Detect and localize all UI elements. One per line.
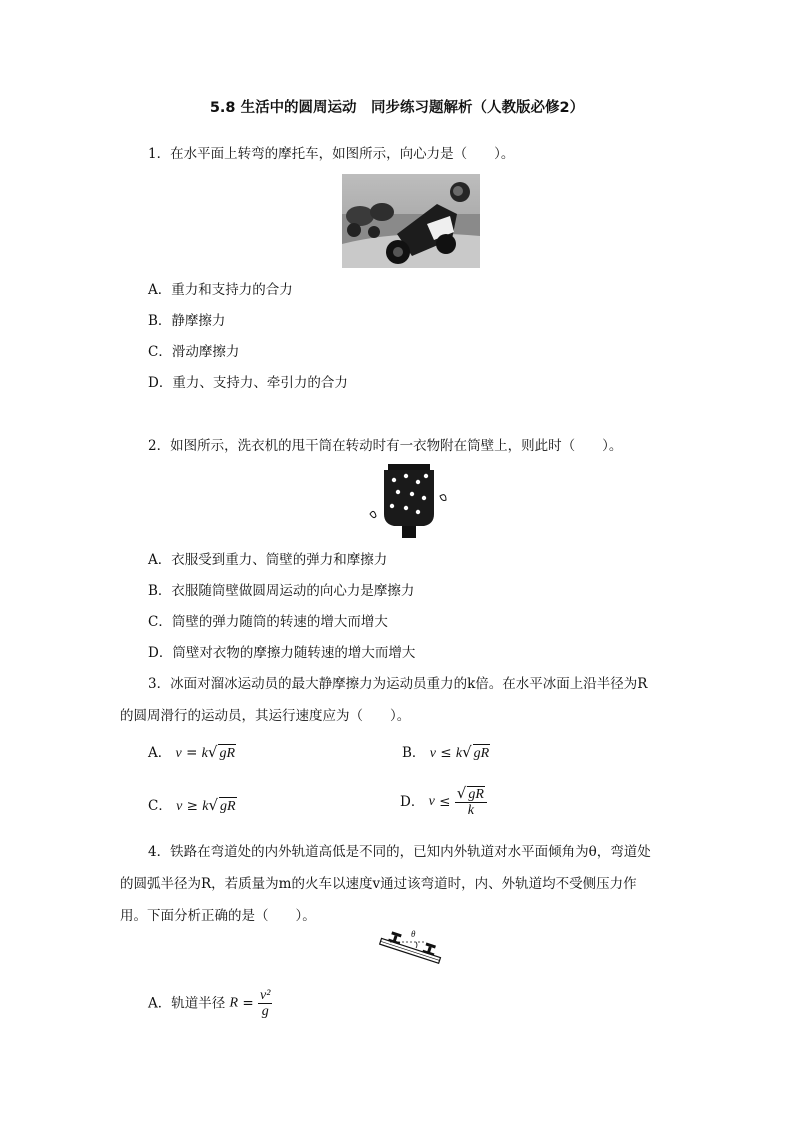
q3-option-c	[148, 796, 237, 816]
q3-option-c-op: ≥	[186, 798, 198, 814]
q2-option-a: A．衣服受到重力、筒壁的弹力和摩擦力	[148, 552, 388, 568]
q3-option-a-radicand: gR	[219, 746, 236, 761]
q4-stem-line3: 用。下面分析正确的是（ ）。	[120, 908, 316, 924]
q4-option-a-fraction	[258, 988, 272, 1019]
q3-option-d-radicand: gR	[468, 787, 484, 802]
rail-track-drawing	[376, 926, 446, 970]
q4-stem-line1: 4．铁路在弯道处的内外轨道高低是不同的，已知内外轨道对水平面倾角为θ，弯道处	[148, 844, 651, 860]
q3-option-b-radicand: gR	[473, 746, 490, 761]
page-title: 5.8 生活中的圆周运动 同步练习题解析（人教版必修2）	[209, 100, 585, 116]
q4-option-a-numerator: v²	[260, 988, 271, 1003]
q3-option-c-lhs: v	[176, 799, 183, 814]
q1-option-a: A．重力和支持力的合力	[148, 282, 293, 298]
washer-drum-drawing	[368, 462, 450, 542]
q3-option-d-lhs: v	[428, 794, 435, 809]
q2-option-d: D．筒壁对衣物的摩擦力随转速的增大而增大	[148, 645, 416, 661]
q1-stem: 1．在水平面上转弯的摩托车，如图所示，向心力是（ ）。	[148, 146, 515, 162]
rail-track-figure	[376, 926, 446, 970]
sqrt-icon: √	[208, 796, 219, 814]
motorcycle-image	[342, 174, 480, 268]
q3-option-a-label: A．	[148, 745, 172, 761]
q3-stem-line2: 的圆周滑行的运动员，其运行速度应为（ ）。	[120, 708, 411, 724]
motorcycle-photo	[342, 174, 480, 268]
q2-option-c: C．筒壁的弹力随筒的转速的增大而增大	[148, 614, 388, 630]
q3-option-d-denominator: k	[467, 803, 474, 818]
q4-option-a-op: =	[242, 995, 254, 1012]
q3-option-a-op: =	[186, 745, 198, 761]
q3-option-c-label: C．	[148, 798, 172, 814]
q3-option-c-radicand: gR	[220, 799, 236, 814]
q3-option-b-k: k	[455, 746, 463, 761]
q3-option-d	[400, 786, 487, 818]
q2-stem: 2．如图所示，洗衣机的甩干筒在转动时有一衣物附在筒壁上，则此时（ ）。	[148, 438, 623, 454]
washer-drum-figure	[368, 462, 450, 542]
q1-option-d: D．重力、支持力、牵引力的合力	[148, 375, 348, 391]
q3-stem-line1: 3．冰面对溜冰运动员的最大静摩擦力为运动员重力的k倍。在水平冰面上沿半径为R	[148, 676, 648, 692]
sqrt-icon: √	[462, 743, 472, 761]
q4-stem-line2: 的圆弧半径为R，若质量为m的火车以速度v通过该弯道时，内、外轨道均不受侧压力作	[120, 876, 637, 892]
q3-option-d-numerator	[455, 786, 487, 803]
q3-option-c-k: k	[202, 799, 209, 814]
q4-option-a-lhs: R	[229, 995, 239, 1011]
q3-option-a	[148, 743, 236, 763]
q3-option-b-label: B．	[402, 745, 426, 761]
q3-option-b-lhs: v	[429, 746, 436, 761]
q1-option-b: B．静摩擦力	[148, 313, 226, 329]
q3-option-b	[402, 743, 490, 763]
q2-option-b: B．衣服随筒壁做圆周运动的向心力是摩擦力	[148, 583, 415, 599]
q3-option-a-k: k	[201, 746, 208, 761]
sqrt-icon: √	[207, 743, 218, 761]
q3-option-d-op: ≤	[439, 794, 451, 810]
theta-label: θ	[411, 929, 416, 939]
sqrt-icon: √	[456, 784, 467, 802]
q1-option-c: C．滑动摩擦力	[148, 344, 240, 360]
q3-option-d-fraction	[455, 786, 487, 818]
q3-option-d-label: D．	[400, 794, 425, 810]
q4-option-a	[148, 988, 272, 1019]
q4-option-a-label: A．轨道半径	[148, 995, 226, 1012]
q3-option-b-op: ≤	[440, 745, 452, 761]
q3-option-a-lhs: v	[175, 746, 182, 761]
q4-option-a-denominator: g	[261, 1004, 269, 1019]
